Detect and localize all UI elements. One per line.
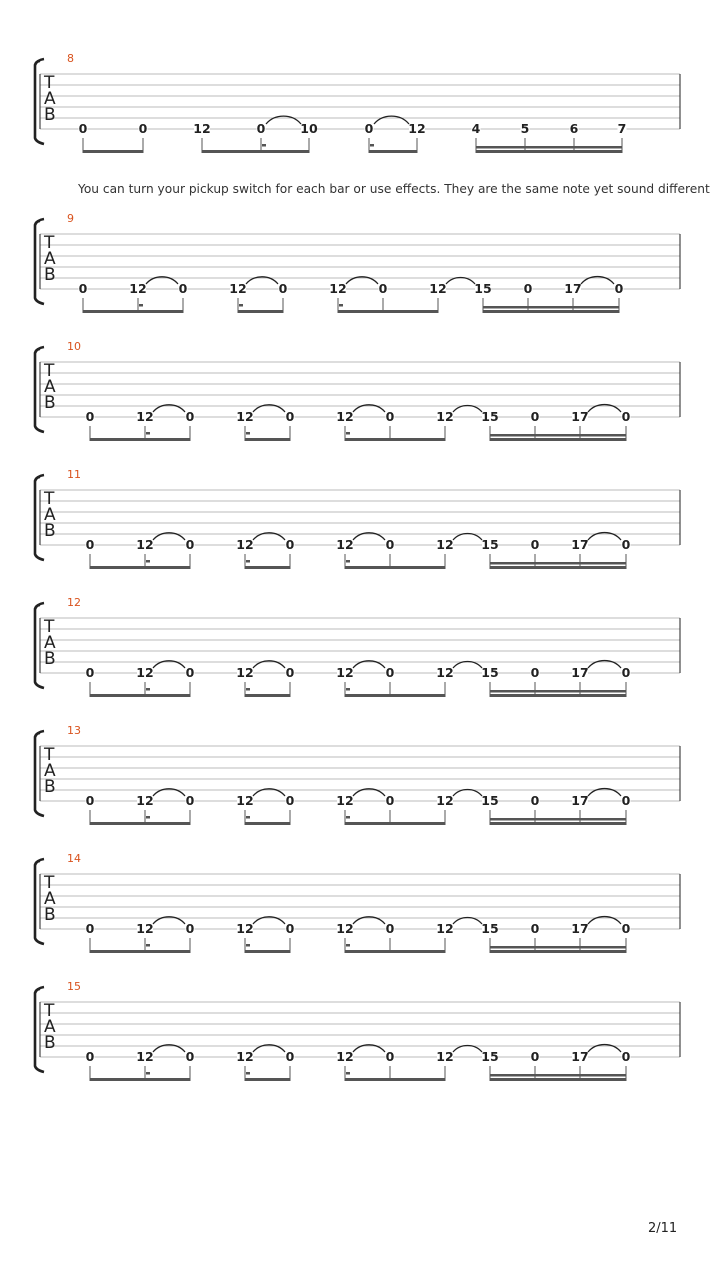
fret-number: 15 <box>481 793 499 808</box>
fret-number: 0 <box>621 665 631 680</box>
fret-number: 0 <box>185 921 195 936</box>
bar-number: 13 <box>67 724 81 737</box>
fret-number: 0 <box>285 1049 295 1064</box>
tab-letter-a: A <box>44 761 56 781</box>
rhythm-mark <box>346 560 350 563</box>
tab-letter-a: A <box>44 1017 56 1037</box>
beam <box>90 438 190 441</box>
beam <box>345 438 445 441</box>
beam <box>338 310 438 313</box>
bar-number: 8 <box>67 52 74 65</box>
fret-number: 10 <box>300 121 318 136</box>
tab-letter-a: A <box>44 633 56 653</box>
fret-number: 6 <box>569 121 579 136</box>
beam-secondary <box>490 1074 626 1077</box>
fret-number: 0 <box>530 793 540 808</box>
fret-number: 12 <box>436 409 454 424</box>
fret-number: 0 <box>278 281 288 296</box>
fret-number: 17 <box>571 409 589 424</box>
rhythm-mark <box>370 144 374 147</box>
tab-letter-a: A <box>44 377 56 397</box>
tab-letter-a: A <box>44 89 56 109</box>
rhythm-mark <box>346 816 350 819</box>
fret-number: 0 <box>285 537 295 552</box>
fret-number: 0 <box>378 281 388 296</box>
tab-letter-t: T <box>44 617 55 637</box>
fret-number: 12 <box>136 409 154 424</box>
tab-letter-t: T <box>44 489 55 509</box>
fret-number: 0 <box>621 921 631 936</box>
fret-number: 7 <box>617 121 627 136</box>
fret-number: 0 <box>385 1049 395 1064</box>
fret-number: 5 <box>520 121 530 136</box>
tab-letter-t: T <box>44 745 55 765</box>
fret-number: 0 <box>385 409 395 424</box>
beam <box>245 438 290 441</box>
fret-number: 12 <box>236 793 254 808</box>
fret-number: 0 <box>621 409 631 424</box>
fret-number: 15 <box>481 537 499 552</box>
fret-number: 12 <box>336 409 354 424</box>
fret-number: 0 <box>621 537 631 552</box>
fret-number: 0 <box>185 537 195 552</box>
fret-number: 17 <box>571 793 589 808</box>
fret-number: 0 <box>530 537 540 552</box>
beam <box>476 150 622 153</box>
beam <box>483 310 619 313</box>
fret-number: 12 <box>329 281 347 296</box>
tab-letter-a: A <box>44 505 56 525</box>
rhythm-mark <box>339 304 343 307</box>
fret-number: 0 <box>178 281 188 296</box>
rhythm-mark <box>246 560 250 563</box>
fret-number: 12 <box>336 665 354 680</box>
fret-number: 0 <box>85 793 95 808</box>
fret-number: 12 <box>229 281 247 296</box>
fret-number: 0 <box>385 665 395 680</box>
beam <box>490 822 626 825</box>
tab-letter-a: A <box>44 889 56 909</box>
fret-number: 0 <box>285 409 295 424</box>
bar-number: 10 <box>67 340 81 353</box>
fret-number: 0 <box>138 121 148 136</box>
tie-arc <box>266 116 301 124</box>
bar-number: 12 <box>67 596 81 609</box>
fret-number: 0 <box>530 665 540 680</box>
beam <box>490 566 626 569</box>
rhythm-mark <box>346 688 350 691</box>
fret-number: 17 <box>564 281 582 296</box>
beam <box>90 1078 190 1081</box>
fret-number: 12 <box>408 121 426 136</box>
fret-number: 12 <box>136 921 154 936</box>
fret-number: 0 <box>85 665 95 680</box>
tab-letter-t: T <box>44 361 55 381</box>
bar-number: 14 <box>67 852 81 865</box>
fret-number: 0 <box>530 921 540 936</box>
bar-number: 11 <box>67 468 81 481</box>
beam <box>83 310 183 313</box>
fret-number: 0 <box>523 281 533 296</box>
tab-letter-b: B <box>44 905 56 925</box>
beam <box>245 822 290 825</box>
beam <box>238 310 283 313</box>
fret-number: 12 <box>129 281 147 296</box>
fret-number: 12 <box>236 1049 254 1064</box>
beam <box>83 150 143 153</box>
beam <box>490 694 626 697</box>
fret-number: 0 <box>364 121 374 136</box>
tab-letter-t: T <box>44 873 55 893</box>
fret-number: 0 <box>285 921 295 936</box>
tab-letter-a: A <box>44 249 56 269</box>
fret-number: 15 <box>474 281 492 296</box>
fret-number: 0 <box>621 793 631 808</box>
rhythm-mark <box>146 432 150 435</box>
fret-number: 17 <box>571 1049 589 1064</box>
fret-number: 0 <box>185 793 195 808</box>
fret-number: 17 <box>571 665 589 680</box>
fret-number: 0 <box>185 1049 195 1064</box>
beam <box>245 694 290 697</box>
beam <box>345 1078 445 1081</box>
tab-letter-b: B <box>44 265 56 285</box>
fret-number: 0 <box>85 537 95 552</box>
fret-number: 12 <box>436 793 454 808</box>
tab-letter-t: T <box>44 73 55 93</box>
rhythm-mark <box>246 432 250 435</box>
rhythm-mark <box>139 304 143 307</box>
fret-number: 17 <box>571 921 589 936</box>
fret-number: 15 <box>481 409 499 424</box>
fret-number: 0 <box>85 409 95 424</box>
fret-number: 15 <box>481 921 499 936</box>
beam <box>490 1078 626 1081</box>
tab-letter-b: B <box>44 105 56 125</box>
rhythm-mark <box>346 432 350 435</box>
fret-number: 12 <box>436 921 454 936</box>
tab-letter-b: B <box>44 393 56 413</box>
fret-number: 12 <box>429 281 447 296</box>
fret-number: 12 <box>236 665 254 680</box>
fret-number: 12 <box>436 665 454 680</box>
beam <box>245 1078 290 1081</box>
beam <box>369 150 417 153</box>
fret-number: 12 <box>436 1049 454 1064</box>
fret-number: 0 <box>285 665 295 680</box>
fret-number: 12 <box>336 921 354 936</box>
fret-number: 0 <box>256 121 266 136</box>
fret-number: 0 <box>530 409 540 424</box>
rhythm-mark <box>146 560 150 563</box>
beam-secondary <box>490 434 626 437</box>
tab-letter-b: B <box>44 521 56 541</box>
fret-number: 17 <box>571 537 589 552</box>
fret-number: 12 <box>236 409 254 424</box>
fret-number: 0 <box>85 921 95 936</box>
fret-number: 0 <box>78 281 88 296</box>
beam <box>90 950 190 953</box>
rhythm-mark <box>346 944 350 947</box>
fret-number: 12 <box>136 1049 154 1064</box>
beam-secondary <box>483 306 619 309</box>
rhythm-mark <box>262 144 266 147</box>
fret-number: 0 <box>385 793 395 808</box>
fret-number: 0 <box>530 1049 540 1064</box>
fret-number: 0 <box>385 921 395 936</box>
fret-number: 4 <box>471 121 481 136</box>
beam-secondary <box>490 818 626 821</box>
fret-number: 12 <box>236 921 254 936</box>
rhythm-mark <box>246 1072 250 1075</box>
tab-letter-b: B <box>44 777 56 797</box>
tab-letter-t: T <box>44 233 55 253</box>
bar-number: 9 <box>67 212 74 225</box>
fret-number: 0 <box>385 537 395 552</box>
fret-number: 12 <box>236 537 254 552</box>
beam <box>490 438 626 441</box>
beam <box>90 566 190 569</box>
rhythm-mark <box>146 688 150 691</box>
page-number: 2/11 <box>648 1221 678 1236</box>
annotation-text: You can turn your pickup switch for each bar or use effects. They are the same note yet sound different <box>78 182 710 196</box>
rhythm-mark <box>346 1072 350 1075</box>
fret-number: 12 <box>436 537 454 552</box>
fret-number: 0 <box>85 1049 95 1064</box>
tab-letter-b: B <box>44 1033 56 1053</box>
rhythm-mark <box>239 304 243 307</box>
tie-arc <box>374 116 409 124</box>
fret-number: 12 <box>136 537 154 552</box>
rhythm-mark <box>246 816 250 819</box>
rhythm-mark <box>146 944 150 947</box>
beam <box>245 566 290 569</box>
beam <box>490 950 626 953</box>
fret-number: 12 <box>136 665 154 680</box>
rhythm-mark <box>146 1072 150 1075</box>
beam <box>345 566 445 569</box>
beam <box>90 694 190 697</box>
tab-letter-t: T <box>44 1001 55 1021</box>
fret-number: 0 <box>185 409 195 424</box>
fret-number: 0 <box>621 1049 631 1064</box>
fret-number: 12 <box>336 793 354 808</box>
beam <box>202 150 309 153</box>
beam-secondary <box>490 562 626 565</box>
rhythm-mark <box>246 944 250 947</box>
bar-number: 15 <box>67 980 81 993</box>
fret-number: 15 <box>481 665 499 680</box>
rhythm-mark <box>146 816 150 819</box>
beam <box>245 950 290 953</box>
rhythm-mark <box>246 688 250 691</box>
beam-secondary <box>476 146 622 149</box>
beam <box>345 694 445 697</box>
fret-number: 12 <box>336 537 354 552</box>
beam <box>345 950 445 953</box>
fret-number: 12 <box>193 121 211 136</box>
fret-number: 0 <box>185 665 195 680</box>
fret-number: 0 <box>78 121 88 136</box>
beam <box>90 822 190 825</box>
fret-number: 0 <box>285 793 295 808</box>
beam-secondary <box>490 946 626 949</box>
fret-number: 15 <box>481 1049 499 1064</box>
beam <box>345 822 445 825</box>
fret-number: 12 <box>136 793 154 808</box>
beam-secondary <box>490 690 626 693</box>
tab-letter-b: B <box>44 649 56 669</box>
fret-number: 0 <box>614 281 624 296</box>
fret-number: 12 <box>336 1049 354 1064</box>
